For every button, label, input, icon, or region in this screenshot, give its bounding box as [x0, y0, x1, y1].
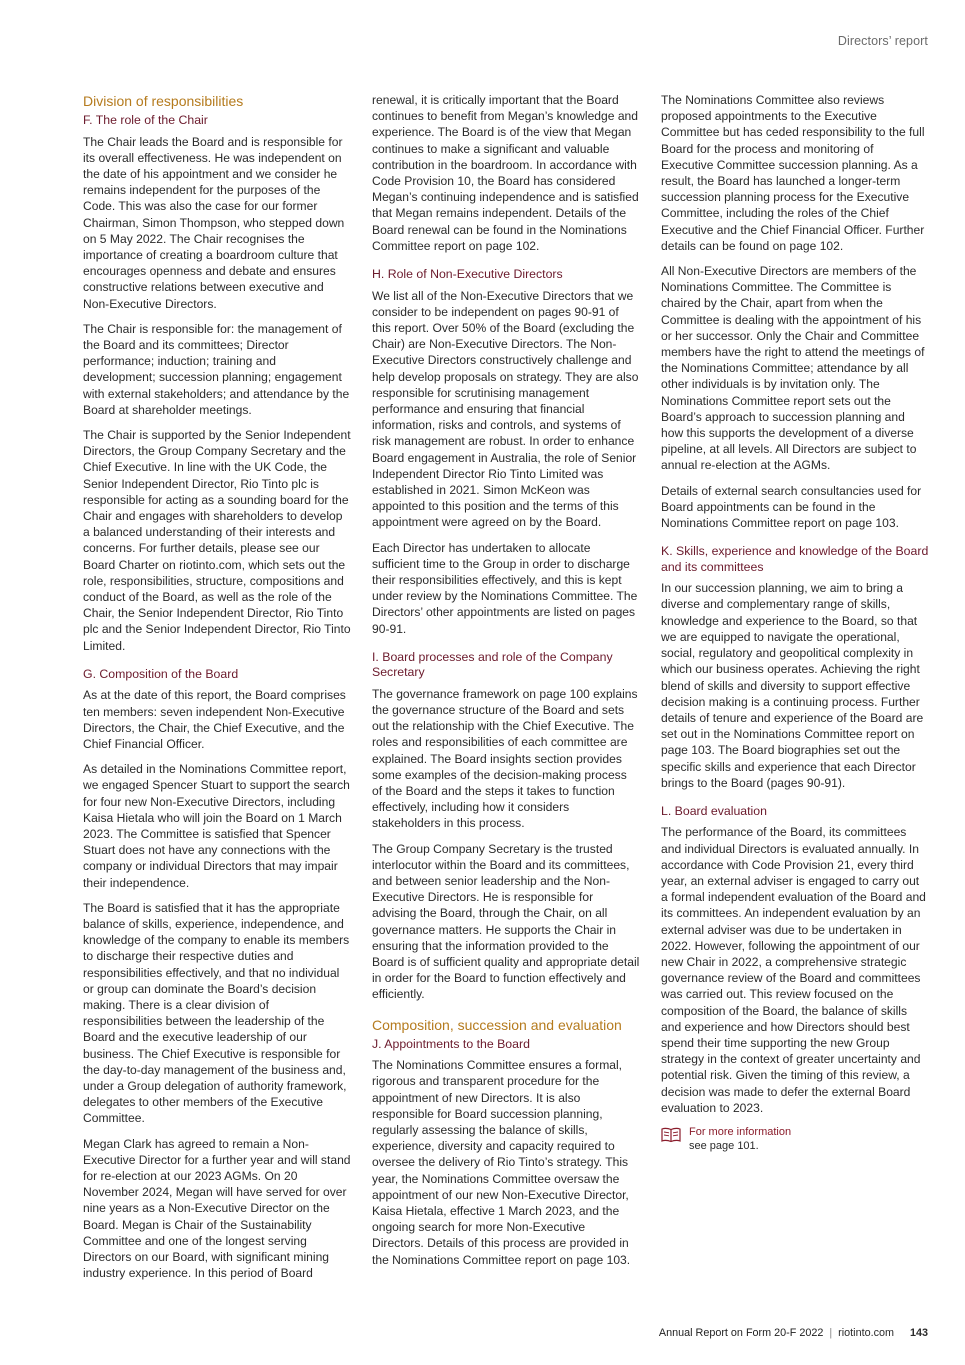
- column-right: [661, 92, 929, 1153]
- paragraph: As at the date of this report, the Board comprises ten members: seven independent Non-Executive Directors, the Chair, the Chief Executive, and the Chief Financial Officer.: [83, 688, 346, 751]
- paragraph: As detailed in the Nominations Committee report, we engaged Spencer Stuart to support the search for four new Non-Executive Directors, including Kaisa Hietala who will join the Board on 1 March 2023. The Committee is satisfied that Spencer Stuart does not have any connections with the company or individual Directors that may impair their independence.: [83, 762, 350, 890]
- more-information-ref: see page 101.: [689, 1140, 759, 1153]
- subheading-role-of-neds: H. Role of Non-Executive Directors: [372, 267, 563, 282]
- subheading-role-of-chair: F. The role of the Chair: [83, 113, 208, 127]
- paragraph: The Group Company Secretary is the trusted interlocutor within the Board and its committees, and between senior leadership and the Non-Executive Directors. He is responsible for advising the Board, through the Chair, on all governance matters. He supports the Chair in ensuring that the information provided to the Board is of sufficient quality and appropriate detail in order for the Board to function effectively and efficiently.: [372, 841, 640, 1002]
- paragraph: We list all of the Non-Executive Directors that we consider to be independent on pages 90-91 of this report. Over 50% of the Board (excluding the Chair) are Non-Executive Directors. The Non-Executive Directors constructively challenge and help develop proposals on strategy. They are also responsible for scrutinising management performance and ensuring that financial information, risks and controls, and systems of risk management are robust. In order to enhance Board engagement in Australia, the role of Senior Independent Director Rio Tinto Limited was established in 2021. Simon McKeon was appointed to this position and the terms of this appointment were agreed on by the Board.: [372, 288, 639, 530]
- paragraph: The Board is satisfied that it has the appropriate balance of skills, experience, independence, and knowledge of the company to enable its members to discharge their respective duties and responsibilities effectively, and that no individual or group can dominate the Board’s decision making. There is a clear division of responsibilities between the leadership of the Board and the executive leadership of our business. The Chief Executive is responsible for the day-to-day management of the business and, under a Group delegation of authority framework, delegates to other members of the Executive Committee.: [83, 900, 350, 1126]
- more-information-callout[interactable]: [661, 1125, 929, 1153]
- paragraph: The Nominations Committee also reviews proposed appointments to the Executive Committee but has ceded responsibility to the full Board for the process and monitoring of Executive Committee succession planning. As a result, the Board has launched a longer-term succession planning process for the Executive Committee, including the roles of the Chief Executive and the Chief Financial Officer. Further details can be found on page 102.: [661, 93, 925, 253]
- page-footer: [659, 1327, 928, 1339]
- section-heading-composition: Composition, succession and evaluation: [372, 1016, 622, 1033]
- paragraph: Megan Clark has agreed to remain a Non-Executive Director for a further year and will stand for re-election at our 2023 AGMs. On 20 November 2024, Megan will have served for over nine years as a Non-Executive Director on the Board. Megan is Chair of the Sustainability Committee and one of the longest serving Directors on our Board, with significant mining industry experience. In this period of Board: [83, 1136, 351, 1281]
- subheading-skills-experience: K. Skills, experience and knowledge of the Board and its committees: [661, 544, 929, 574]
- subheading-board-evaluation: L. Board evaluation: [661, 803, 767, 818]
- book-icon: [661, 1127, 681, 1143]
- subheading-board-processes: I. Board processes and role of the Company Secretary: [372, 649, 613, 680]
- paragraph: In our succession planning, we aim to bring a diverse and complementary range of skills, knowledge and experience to the Board, so that we are equipped to navigate the operational, social, regulatory and geopolitical complexity in which our business operates. Achieving the right blend of skills and diversity to support effective decision making is a continuing process. Further details of tenure and experience of the Board are set out in the Nominations Committee report on page 103. The Board biographies set out the specific skills and experience that each Director brings to the Board (pages 90-91).: [661, 581, 924, 790]
- paragraph: The Chair leads the Board and is responsible for its overall effectiveness. He was independent on the date of his appointment and we consider he remains independent for the purposes of the Code. This was also the case for our former Chairman, Simon Thompson, who stepped down on 5 May 2022. The Chair recognises the importance of creating a boardroom culture that encourages openness and debate and ensures constructive relations between executive and Non-Executive Directors.: [83, 134, 345, 311]
- report-title: Annual Report on Form 20-F 2022: [658, 1327, 824, 1339]
- column-left: [83, 92, 351, 1290]
- paragraph: The Chair is responsible for: the management of the Board and its committees; Director performance; induction; training and development; succession planning; engagement with external stakeholders; and attendance by the Board at shareholder meetings.: [83, 321, 350, 417]
- paragraph: The governance framework on page 100 explains the governance structure of the Board and sets out the relationship with the Chief Executive. The roles and responsibilities of each committee are explained. The Board insights section provides some examples of the decision-making process of the Board and the steps it takes to function effectively, including how it considers stakeholders in this process.: [372, 686, 638, 831]
- paragraph: The performance of the Board, its committees and individual Directors is evaluated annually. In accordance with Code Provision 21, every third year, an external adviser is engaged to carry out a formal independent evaluation of the Board and its committees. An independent evaluation by an external adviser was due to be undertaken in 2022. However, following the appointment of our new Chair in 2022, a comprehensive strategic governance review of the Board and committees was carried out. This review focused on the composition of the Board, the balance of skills and experience and how Directors should best spend their time supporting the new Group strategy in the context of greater uncertainty and potential risk. Given the timing of this review, a decision was made to defer the external Board evaluation to 2023.: [661, 825, 926, 1115]
- more-information-link[interactable]: For more information: [689, 1126, 792, 1139]
- column-middle: [372, 92, 640, 1277]
- paragraph: Details of external search consultancies used for Board appointments can be found in the Nominations Committee report on page 103.: [661, 483, 922, 531]
- paragraph: All Non-Executive Directors are members of the Nominations Committee. The Committee is chaired by the Chair, apart from when the Committee is dealing with the appointment of his or her successor. Only the Chair and Committee members have the right to attend the meetings of the Nominations Committee; attendance by all other individuals is by invitation only. The Nominations Committee report sets out the Board’s approach to succession planning and how this supports the development of a diverse pipeline, at all levels. All Directors are subject to annual re-election at the AGMs.: [661, 264, 925, 473]
- paragraph: The Chair is supported by the Senior Independent Directors, the Group Company Secretary and the Chief Executive. In line with the UK Code, the Senior Independent Director, Rio Tinto plc is responsible for acting as a sounding board for the Chair and engages with shareholders to develop a balanced understanding of their interests and concerns. For further details, please see our Board Charter on riotinto.com, which sets out the role, responsibilities, structure, compositions and conduct of the Board, as well as the role of the Chair, the Senior Independent Director, Rio Tinto plc and the Senior Independent Director, Rio Tinto Limited.: [83, 427, 351, 653]
- paragraph: renewal, it is critically important that the Board continues to benefit from Megan’s knowledge and experience. The Board is of the view that Megan continues to make a significant and valuable contribution in the boardroom. In accordance with Code Provision 10, the Board has considered Megan’s continuing independence and is satisfied that Megan remains independent. Details of the Board renewal can be found in the Nominations Committee report on page 102.: [372, 93, 639, 253]
- page-number: 143: [909, 1327, 928, 1339]
- subheading-composition-of-board: G. Composition of the Board: [83, 666, 239, 681]
- footer-separator: |: [829, 1327, 833, 1339]
- paragraph: The Nominations Committee ensures a formal, rigorous and transparent procedure for the appointment of new Directors. It is also responsible for Board succession planning, regularly assessing the balance of skills, experience, diversity and capacity required to oversee the delivery of Rio Tinto’s strategy. This year, the Nominations Committee oversaw the appointment of our new Non-Executive Director, Kaisa Hietala, effective 1 March 2023, and the ongoing search for more Non-Executive Directors. Details of this process are provided in the Nominations Committee report on page 103.: [372, 1058, 631, 1267]
- section-heading-division: Division of responsibilities: [83, 93, 244, 109]
- paragraph: Each Director has undertaken to allocate sufficient time to the Group in order to discharge their responsibilities effectively, and this is kept under review by the Nominations Committee. The Directors’ other appointments are listed on pages 90-91.: [372, 540, 638, 636]
- section-header: Directors’ report: [837, 34, 928, 48]
- subheading-appointments: J. Appointments to the Board: [372, 1036, 530, 1051]
- website-link[interactable]: riotinto.com: [838, 1327, 894, 1339]
